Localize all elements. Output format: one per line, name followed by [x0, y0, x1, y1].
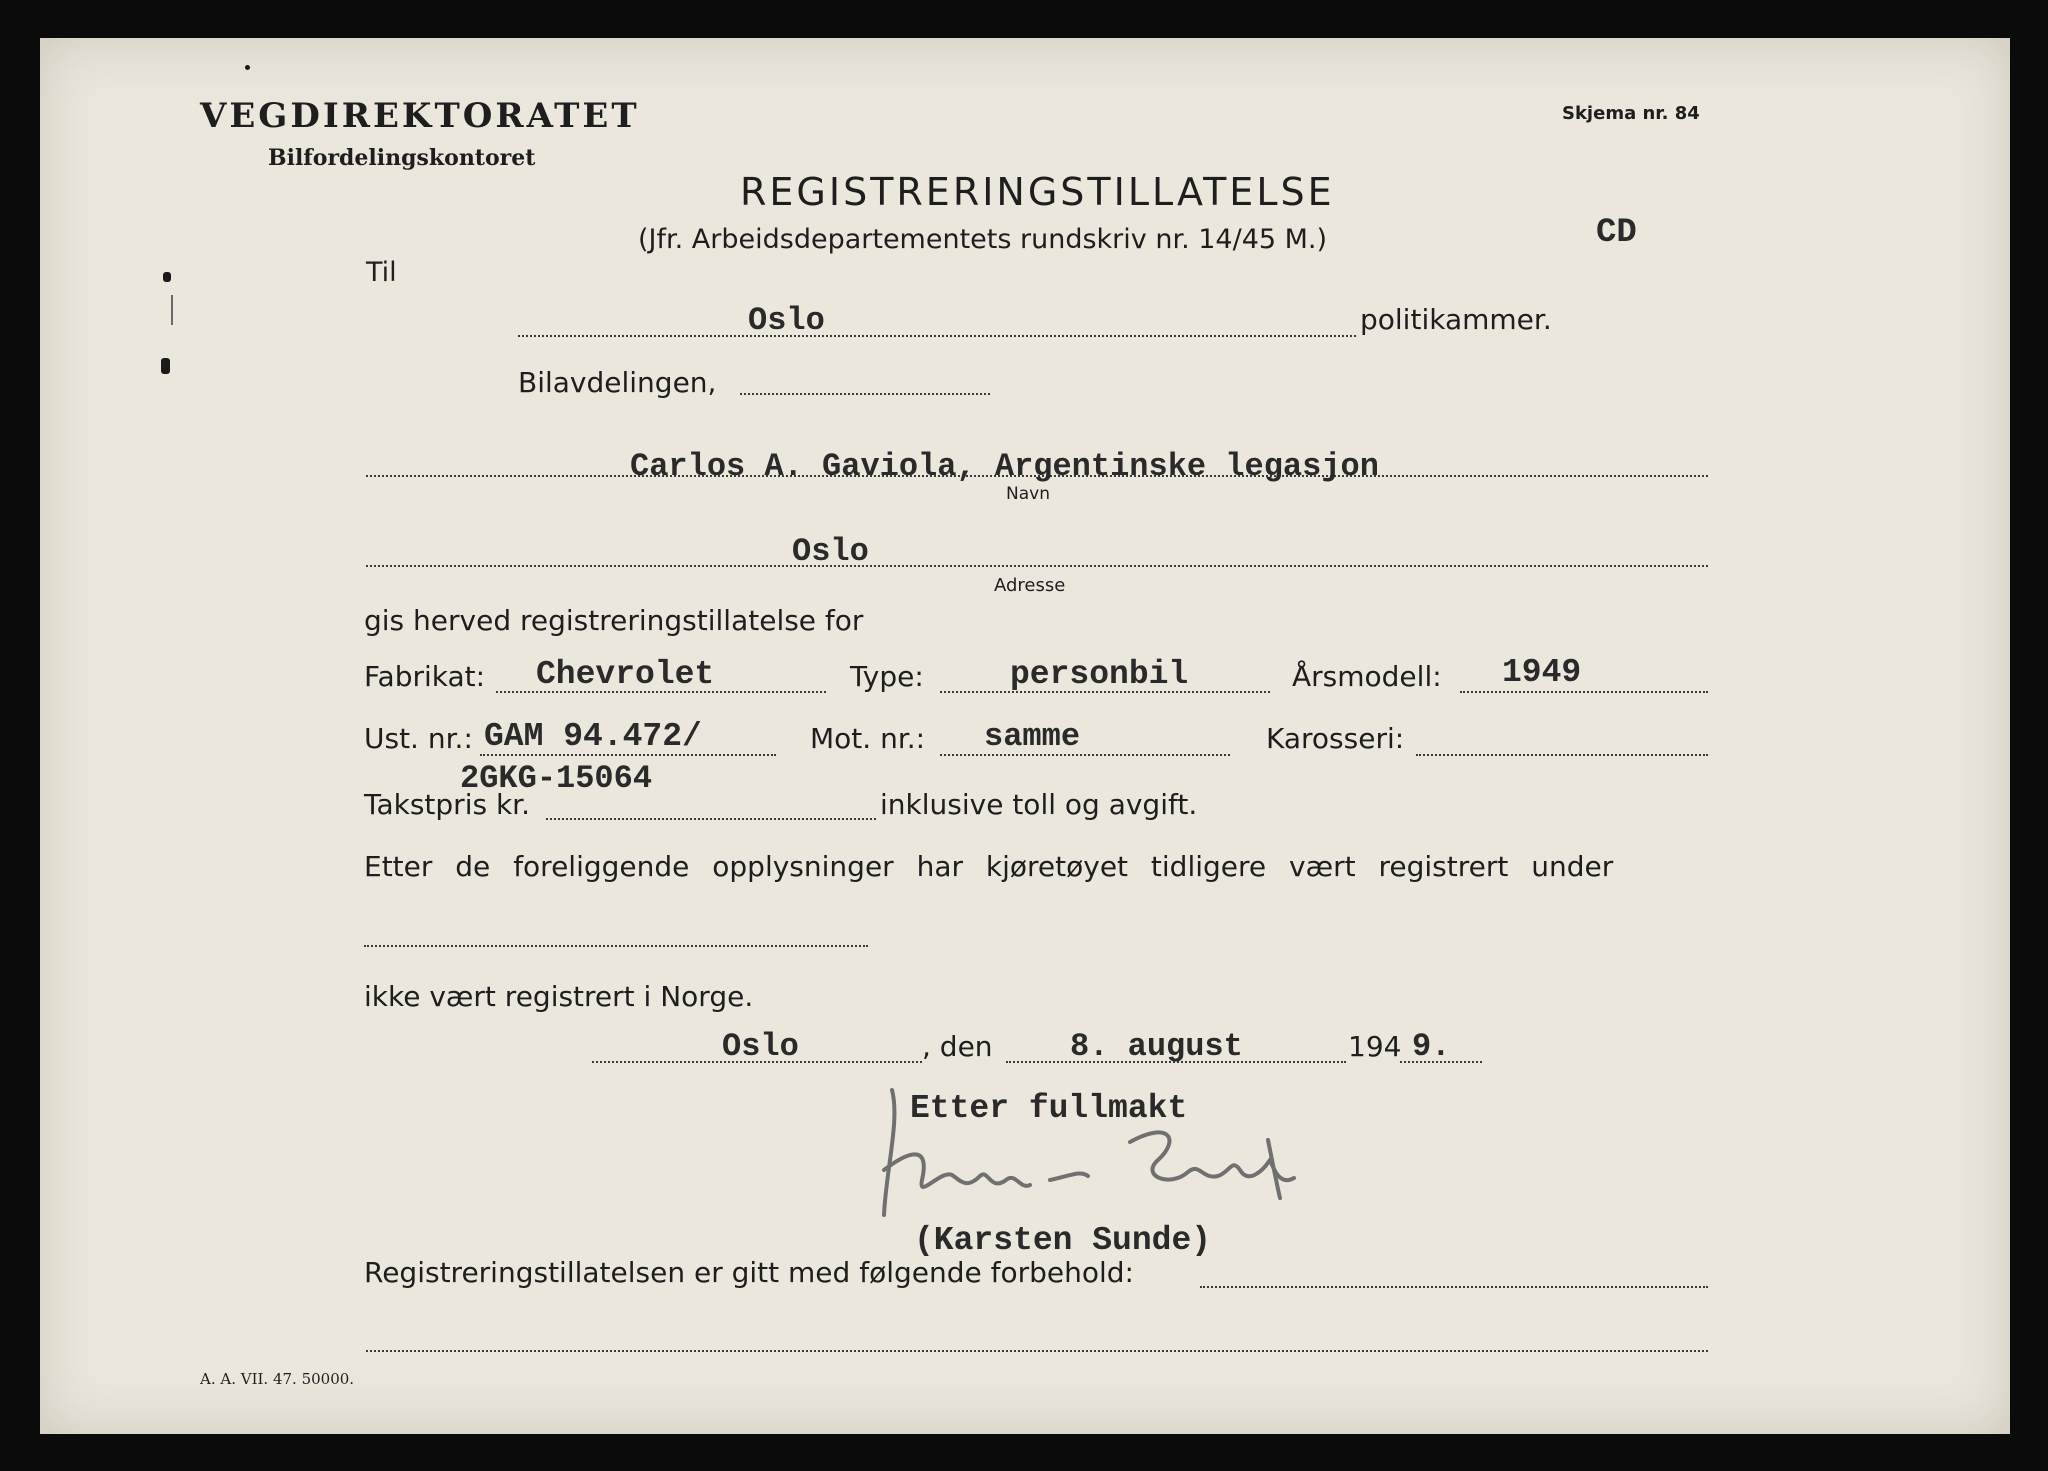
department-line	[740, 393, 990, 395]
police-city: Oslo	[748, 302, 825, 339]
margin-mark	[163, 272, 171, 282]
print-code: A. A. VII. 47. 50000.	[200, 1370, 355, 1388]
make-label: Fabrikat:	[364, 660, 486, 693]
applicant-name: Carlos A. Gaviola, Argentinske legasjon	[630, 448, 1379, 485]
den-label: , den	[922, 1030, 993, 1063]
police-label: politikammer.	[1360, 303, 1552, 336]
address-line	[366, 565, 1708, 567]
intro-text: gis herved registreringstillatelse for	[364, 604, 864, 637]
year-value: 1949	[1502, 654, 1582, 691]
not-registered-text: ikke vært registrert i Norge.	[364, 980, 754, 1013]
applicant-address: Oslo	[792, 533, 869, 570]
ust-value: GAM 94.472/	[484, 718, 702, 755]
reservation-label: Registreringstillatelsen er gitt med følgende forbehold:	[364, 1256, 1134, 1289]
make-value: Chevrolet	[536, 656, 715, 693]
name-caption: Navn	[1006, 484, 1050, 504]
type-label: Type:	[850, 660, 924, 693]
police-city-line	[518, 335, 1356, 337]
previous-registration-line	[364, 945, 868, 947]
year-label: Årsmodell:	[1292, 660, 1442, 693]
ust-label: Ust. nr.:	[364, 722, 473, 755]
reservation-line-2	[366, 1350, 1708, 1352]
org-name: VEGDIREKTORATET	[200, 96, 640, 136]
date-value: 8. august	[1070, 1028, 1243, 1065]
margin-mark	[171, 295, 173, 325]
mot-value: samme	[984, 718, 1081, 755]
til-label: Til	[366, 257, 397, 288]
handwritten-signature	[870, 1080, 1310, 1230]
place-value: Oslo	[722, 1028, 799, 1065]
type-value: personbil	[1010, 656, 1189, 693]
year-suffix: 9.	[1412, 1028, 1451, 1065]
mot-label: Mot. nr.:	[810, 722, 926, 755]
year-prefix: 194	[1348, 1030, 1402, 1063]
signer-name: (Karsten Sunde)	[914, 1222, 1212, 1259]
margin-mark	[245, 65, 250, 70]
price-line	[546, 818, 876, 820]
reservation-line	[1200, 1286, 1708, 1288]
price-label: Takstpris kr.	[364, 788, 531, 821]
year-line	[1460, 691, 1708, 693]
ust-value-continued: 2GKG-15064	[460, 760, 653, 797]
previous-registration-text: Etter de foreliggende opplysninger har kjøretøyet tidligere vært registrert under	[364, 850, 1614, 883]
cd-code: CD	[1596, 214, 1637, 252]
price-suffix: inklusive toll og avgift.	[880, 788, 1198, 821]
department-label: Bilavdelingen,	[518, 366, 717, 399]
address-caption: Adresse	[994, 575, 1066, 596]
karosseri-line	[1416, 754, 1708, 756]
margin-mark	[161, 358, 170, 374]
office-name: Bilfordelingskontoret	[268, 145, 536, 171]
form-number: Skjema nr. 84	[1562, 103, 1700, 124]
authority-text: Etter fullmakt	[910, 1090, 1188, 1127]
karosseri-label: Karosseri:	[1266, 722, 1405, 755]
document-subtitle: (Jfr. Arbeidsdepartementets rundskriv nr. 14/45 M.)	[638, 224, 1328, 255]
document-title: REGISTRERINGSTILLATELSE	[740, 170, 1335, 214]
